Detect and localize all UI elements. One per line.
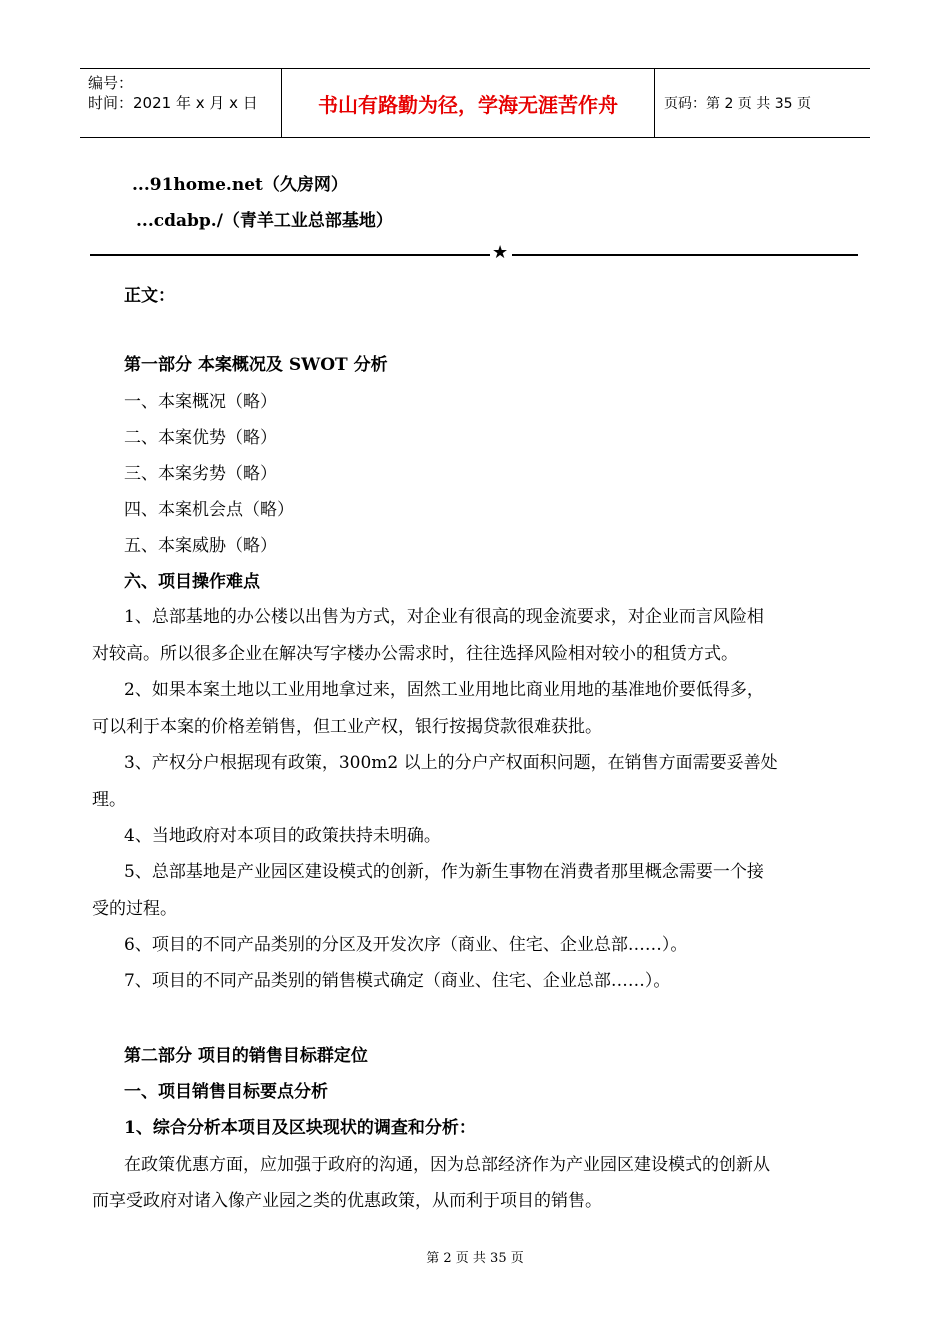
separator [90,242,858,263]
paragraph-line: 5、总部基地是产业园区建设模式的创新，作为新生事物在消费者那里概念需要一个接 [124,862,764,882]
part2-title: 第二部分 项目的销售目标群定位 [124,1046,368,1066]
paragraph-line: 6、项目的不同产品类别的分区及开发次序（商业、住宅、企业总部……）。 [124,935,688,955]
link-91home[interactable]: ...91home.net（久房网） [132,175,348,195]
part1-item: 四、本案机会点（略） [124,500,294,520]
body-label: 正文： [124,286,175,306]
paragraph-line: 对较高。所以很多企业在解决写字楼办公需求时，往往选择风险相对较小的租赁方式。 [92,644,738,664]
separator-line-right [512,254,858,256]
paragraph-line: 在政策优惠方面，应加强于政府的沟通，因为总部经济作为产业园区建设模式的创新从 [124,1155,770,1175]
separator-line-left [90,254,490,256]
part1-item: 二、本案优势（略） [124,428,277,448]
part1-item: 一、本案概况（略） [124,392,277,412]
serial-label: 编号： [88,74,134,92]
part2-sub2: 1、综合分析本项目及区块现状的调查和分析： [124,1118,476,1138]
paragraph-line: 理。 [92,790,126,810]
page-header [80,68,870,138]
part1-title: 第一部分 本案概况及 SWOT 分析 [124,355,388,375]
difficulty-title: 六、项目操作难点 [124,572,260,592]
paragraph-line: 4、当地政府对本项目的政策扶持未明确。 [124,826,441,846]
part1-item: 三、本案劣势（略） [124,464,277,484]
paragraph-line: 2、如果本案土地以工业用地拿过来，固然工业用地比商业用地的基准地价要低得多， [124,680,764,700]
paragraph-line: 1、总部基地的办公楼以出售为方式，对企业有很高的现金流要求，对企业而言风险相 [124,607,764,627]
paragraph-line: 而享受政府对诸入像产业园之类的优惠政策，从而利于项目的销售。 [92,1191,602,1211]
paragraph-line: 可以利于本案的价格差销售，但工业产权，银行按揭贷款很难获批。 [92,717,602,737]
paragraph-line: 3、产权分户根据现有政策，300m2 以上的分户产权面积问题，在销售方面需要妥善处 [124,753,778,773]
page-footer: 第 2 页 共 35 页 [426,1251,524,1266]
part1-item: 五、本案威胁（略） [124,536,277,556]
header-page-info: 页码：第 2 页 共 35 页 [664,96,811,112]
header-motto: 书山有路勤为径，学海无涯苦作舟 [282,69,655,137]
header-meta [80,69,282,137]
time-label: 时间：2021 年 x 月 x 日 [88,94,258,112]
link-cdabp[interactable]: ...cdabp./（青羊工业总部基地） [136,211,393,231]
part2-sub1: 一、项目销售目标要点分析 [124,1082,328,1102]
star-icon: ★ [492,242,509,263]
paragraph-line: 7、项目的不同产品类别的销售模式确定（商业、住宅、企业总部……）。 [124,971,671,991]
paragraph-line: 受的过程。 [92,899,177,919]
